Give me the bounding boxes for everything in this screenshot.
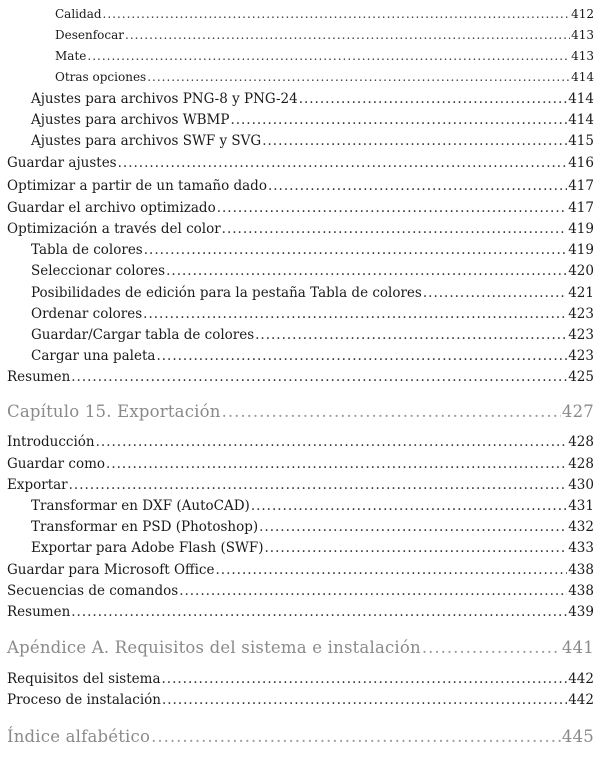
toc-entry	[31, 540, 594, 556]
dot-leader	[166, 263, 567, 279]
toc-entry	[31, 133, 594, 149]
toc-entry-title: Optimización a través del color	[7, 221, 221, 237]
toc-entry	[7, 369, 594, 385]
chapter-heading	[7, 402, 594, 421]
toc-entry-page: 442	[568, 692, 594, 708]
appendix-title: Apéndice A. Requisitos del sistema e instalación	[7, 638, 421, 657]
toc-entry	[55, 70, 594, 84]
dot-leader	[144, 242, 567, 258]
toc-entry-title: Guardar ajustes	[7, 155, 117, 171]
toc-entry-page: 415	[568, 133, 594, 149]
toc-entry	[31, 327, 594, 343]
dot-leader	[151, 727, 561, 746]
toc-entry	[31, 498, 594, 514]
toc-entry-page: 428	[568, 456, 594, 472]
appendix-page: 441	[561, 638, 594, 657]
toc-entry-page: 414	[568, 112, 594, 128]
toc-entry	[7, 155, 594, 171]
toc-entry-title: Resumen	[7, 604, 71, 620]
toc-entry-title: Seleccionar colores	[31, 263, 166, 279]
toc-entry-page: 420	[568, 263, 594, 279]
dot-leader	[255, 327, 567, 343]
toc-entry-title: Calidad	[55, 7, 102, 21]
toc-entry	[55, 49, 594, 63]
dot-leader	[143, 306, 567, 322]
toc-entry-title: Otras opciones	[55, 70, 147, 84]
toc-entry-page: 431	[568, 498, 594, 514]
toc-entry-page: 430	[568, 477, 594, 493]
toc-entry-page: 438	[568, 562, 594, 578]
toc-entry-page: 439	[568, 604, 594, 620]
dot-leader	[179, 583, 567, 599]
toc-entry-title: Ordenar colores	[31, 306, 143, 322]
dot-leader	[423, 285, 567, 301]
toc-entry-title: Guardar/Cargar tabla de colores	[31, 327, 255, 343]
dot-leader	[265, 540, 568, 556]
toc-entry-page: 425	[568, 369, 594, 385]
toc-entry	[7, 178, 594, 194]
chapter-page: 427	[561, 402, 594, 421]
toc-entry-page: 438	[568, 583, 594, 599]
toc-entry-title: Mate	[55, 49, 87, 63]
toc-entry-title: Introducción	[7, 434, 95, 450]
dot-leader	[259, 519, 567, 535]
dot-leader	[103, 7, 571, 21]
toc-entry-title: Exportar para Adobe Flash (SWF)	[31, 540, 264, 556]
toc-entry-page: 412	[571, 7, 594, 21]
toc-entry-title: Ajustes para archivos PNG-8 y PNG-24	[31, 91, 298, 107]
dot-leader	[215, 562, 567, 578]
toc-entry-page: 423	[568, 306, 594, 322]
toc-entry	[7, 221, 594, 237]
toc-entry-page: 433	[568, 540, 594, 556]
index-page: 445	[561, 727, 594, 746]
toc-entry-title: Secuencias de comandos	[7, 583, 179, 599]
toc-entry	[31, 519, 594, 535]
toc-entry	[7, 200, 594, 216]
dot-leader	[162, 692, 567, 708]
toc-entry	[55, 28, 594, 42]
toc-entry-page: 414	[571, 70, 594, 84]
toc-entry-title: Guardar para Microsoft Office	[7, 562, 215, 578]
toc-entry-page: 417	[568, 178, 594, 194]
toc-entry-title: Ajustes para archivos SWF y SVG	[31, 133, 262, 149]
dot-leader	[156, 348, 567, 364]
dot-leader	[125, 28, 570, 42]
dot-leader	[71, 369, 567, 385]
toc-entry-page: 413	[571, 49, 594, 63]
toc-entry-title: Resumen	[7, 369, 71, 385]
toc-entry	[31, 348, 594, 364]
dot-leader	[71, 604, 567, 620]
dot-leader	[268, 178, 567, 194]
toc-entry-title: Ajustes para archivos WBMP	[31, 112, 230, 128]
dot-leader	[106, 456, 567, 472]
toc-entry-title: Posibilidades de edición para la pestaña Tabla de colores	[31, 285, 422, 301]
toc-entry-title: Cargar una paleta	[31, 348, 156, 364]
toc-entry	[7, 562, 594, 578]
toc-entry-page: 432	[568, 519, 594, 535]
toc-entry-title: Tabla de colores	[31, 242, 143, 258]
toc-entry-title: Transformar en PSD (Photoshop)	[31, 519, 259, 535]
dot-leader	[118, 155, 568, 171]
toc-entry	[55, 7, 594, 21]
dot-leader	[96, 434, 568, 450]
toc-entry	[7, 692, 594, 708]
toc-entry-title: Requisitos del sistema	[7, 671, 161, 687]
toc-entry	[31, 263, 594, 279]
toc-entry-page: 421	[568, 285, 594, 301]
dot-leader	[262, 133, 567, 149]
toc-entry	[31, 285, 594, 301]
chapter-title: Capítulo 15. Exportación	[7, 402, 221, 421]
toc-entry-page: 423	[568, 348, 594, 364]
toc-entry	[7, 477, 594, 493]
toc-entry	[31, 91, 594, 107]
toc-entry-page: 423	[568, 327, 594, 343]
dot-leader	[87, 49, 570, 63]
index-heading	[7, 727, 594, 746]
toc-entry	[31, 112, 594, 128]
toc-entry-page: 414	[568, 91, 594, 107]
dot-leader	[299, 91, 568, 107]
dot-leader	[162, 671, 568, 687]
toc-entry-page: 419	[568, 221, 594, 237]
dot-leader	[69, 477, 568, 493]
toc-entry-page: 413	[571, 28, 594, 42]
dot-leader	[422, 638, 561, 657]
toc-entry-title: Guardar como	[7, 456, 106, 472]
toc-entry	[7, 604, 594, 620]
dot-leader	[222, 402, 561, 421]
toc-entry-title: Desenfocar	[55, 28, 124, 42]
toc-entry	[31, 242, 594, 258]
toc-entry	[7, 434, 594, 450]
toc-entry-page: 419	[568, 242, 594, 258]
toc-entry	[7, 671, 594, 687]
toc-entry-page: 416	[568, 155, 594, 171]
toc-entry-title: Guardar el archivo optimizado	[7, 200, 216, 216]
toc-entry-title: Proceso de instalación	[7, 692, 161, 708]
dot-leader	[230, 112, 567, 128]
dot-leader	[251, 498, 567, 514]
toc-entry	[7, 456, 594, 472]
toc-entry-page: 428	[568, 434, 594, 450]
index-title: Índice alfabético	[7, 727, 151, 746]
toc-entry	[31, 306, 594, 322]
dot-leader	[222, 221, 568, 237]
toc-entry-title: Optimizar a partir de un tamaño dado	[7, 178, 267, 194]
toc-entry-title: Transformar en DXF (AutoCAD)	[31, 498, 250, 514]
toc-entry-page: 417	[568, 200, 594, 216]
toc-entry-title: Exportar	[7, 477, 68, 493]
appendix-heading	[7, 638, 594, 657]
dot-leader	[147, 70, 570, 84]
toc-entry-page: 442	[568, 671, 594, 687]
dot-leader	[217, 200, 568, 216]
toc-entry	[7, 583, 594, 599]
